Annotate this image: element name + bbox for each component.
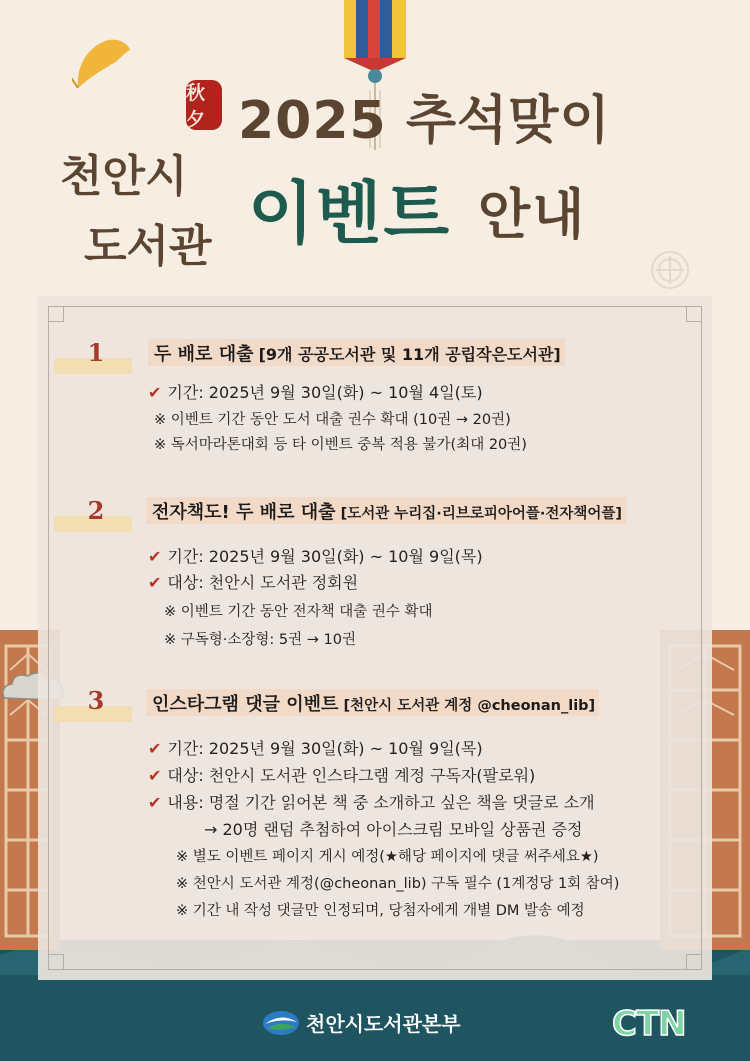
headline-main: 전자책도! 두 배로 대출: [152, 502, 336, 523]
headline-main: 인스타그램 댓글 이벤트: [152, 694, 339, 715]
title-line1: 2025 추석맞이: [238, 91, 611, 151]
section-line: [148, 736, 483, 759]
section-result-line: → 20명 랜덤 추첨하여 아이스크림 모바일 상품권 증정: [204, 820, 583, 839]
title-event: 이벤트: [248, 175, 452, 254]
check-icon: ✔: [148, 547, 162, 566]
section-line: [148, 570, 358, 593]
title-guide: 안내: [478, 183, 587, 246]
section-note: ※ 독서마라톤대회 등 타 이벤트 중복 적용 불가(최대 20권): [154, 437, 527, 453]
org-name: 천안시도서관본부: [306, 1012, 461, 1036]
section-number: 3: [87, 686, 105, 715]
cheonan-logo-icon: [262, 1010, 300, 1036]
section-line: [148, 544, 483, 567]
headline-sub: [도서관 누리집·리브로피아어플·전자책어플]: [340, 506, 623, 522]
section-number: 2: [87, 496, 105, 525]
line-text: 내용: 명절 기간 읽어본 책 중 소개하고 싶은 책을 댓글로 소개: [167, 793, 595, 812]
headline-sub: [천안시 도서관 계정 @cheonan_lib]: [343, 698, 596, 714]
card-corner: [686, 306, 702, 322]
section-line: [148, 790, 595, 813]
section-headline: [146, 689, 599, 716]
title-library: 도서관: [84, 221, 212, 272]
section-note: ※ 이벤트 기간 동안 도서 대출 권수 확대 (10권 → 20권): [154, 412, 511, 428]
section-line: [148, 380, 483, 403]
section-note: ※ 구독형·소장형: 5권 → 10권: [164, 632, 356, 648]
section-headline: [146, 497, 626, 524]
headline-highlight: [146, 497, 626, 524]
section-note: ※ 기간 내 작성 댓글만 인정되며, 당첨자에게 개별 DM 발송 예정: [176, 903, 585, 919]
check-icon: ✔: [148, 739, 162, 758]
section-number: 1: [87, 338, 105, 367]
org-logo: [262, 1008, 461, 1037]
title-city: 천안시: [60, 151, 188, 202]
check-icon: ✔: [148, 383, 162, 402]
card-border: [48, 306, 702, 970]
check-icon: ✔: [148, 766, 162, 785]
section-note: ※ 이벤트 기간 동안 전자책 대출 권수 확대: [164, 604, 433, 620]
card-corner: [48, 954, 64, 970]
section-note: ※ 천안시 도서관 계정(@cheonan_lib) 구독 필수 (1계정당 1회 참여): [176, 876, 620, 892]
section-note: ※ 별도 이벤트 페이지 게시 예정(★해당 페이지에 댓글 써주세요★): [176, 849, 599, 865]
headline-highlight: [146, 689, 599, 716]
check-icon: ✔: [148, 573, 162, 592]
content-card: [38, 296, 712, 980]
ginkgo-leaf-icon: [72, 36, 134, 92]
title-left-block: [60, 142, 240, 282]
seal-stamp: 秋夕: [186, 80, 222, 130]
card-corner: [48, 306, 64, 322]
card-corner: [686, 954, 702, 970]
headline-highlight: [148, 339, 565, 366]
section-headline: [148, 339, 565, 366]
round-knot-icon: [650, 250, 690, 290]
line-text: 대상: 천안시 도서관 정회원: [167, 573, 359, 592]
line-text: 기간: 2025년 9월 30일(화) ~ 10월 9일(목): [167, 739, 483, 758]
line-text: 기간: 2025년 9월 30일(화) ~ 10월 9일(목): [167, 547, 483, 566]
check-icon: ✔: [148, 793, 162, 812]
ctn-brand-logo: CTN: [612, 1004, 686, 1044]
headline-sub: [9개 공공도서관 및 11개 공립작은도서관]: [258, 345, 561, 364]
line-text: 기간: 2025년 9월 30일(화) ~ 10월 4일(토): [167, 383, 483, 402]
line-text: 대상: 천안시 도서관 인스타그램 계정 구독자(팔로워): [167, 766, 536, 785]
section-line: [148, 763, 535, 786]
headline-main: 두 배로 대출: [154, 344, 254, 365]
